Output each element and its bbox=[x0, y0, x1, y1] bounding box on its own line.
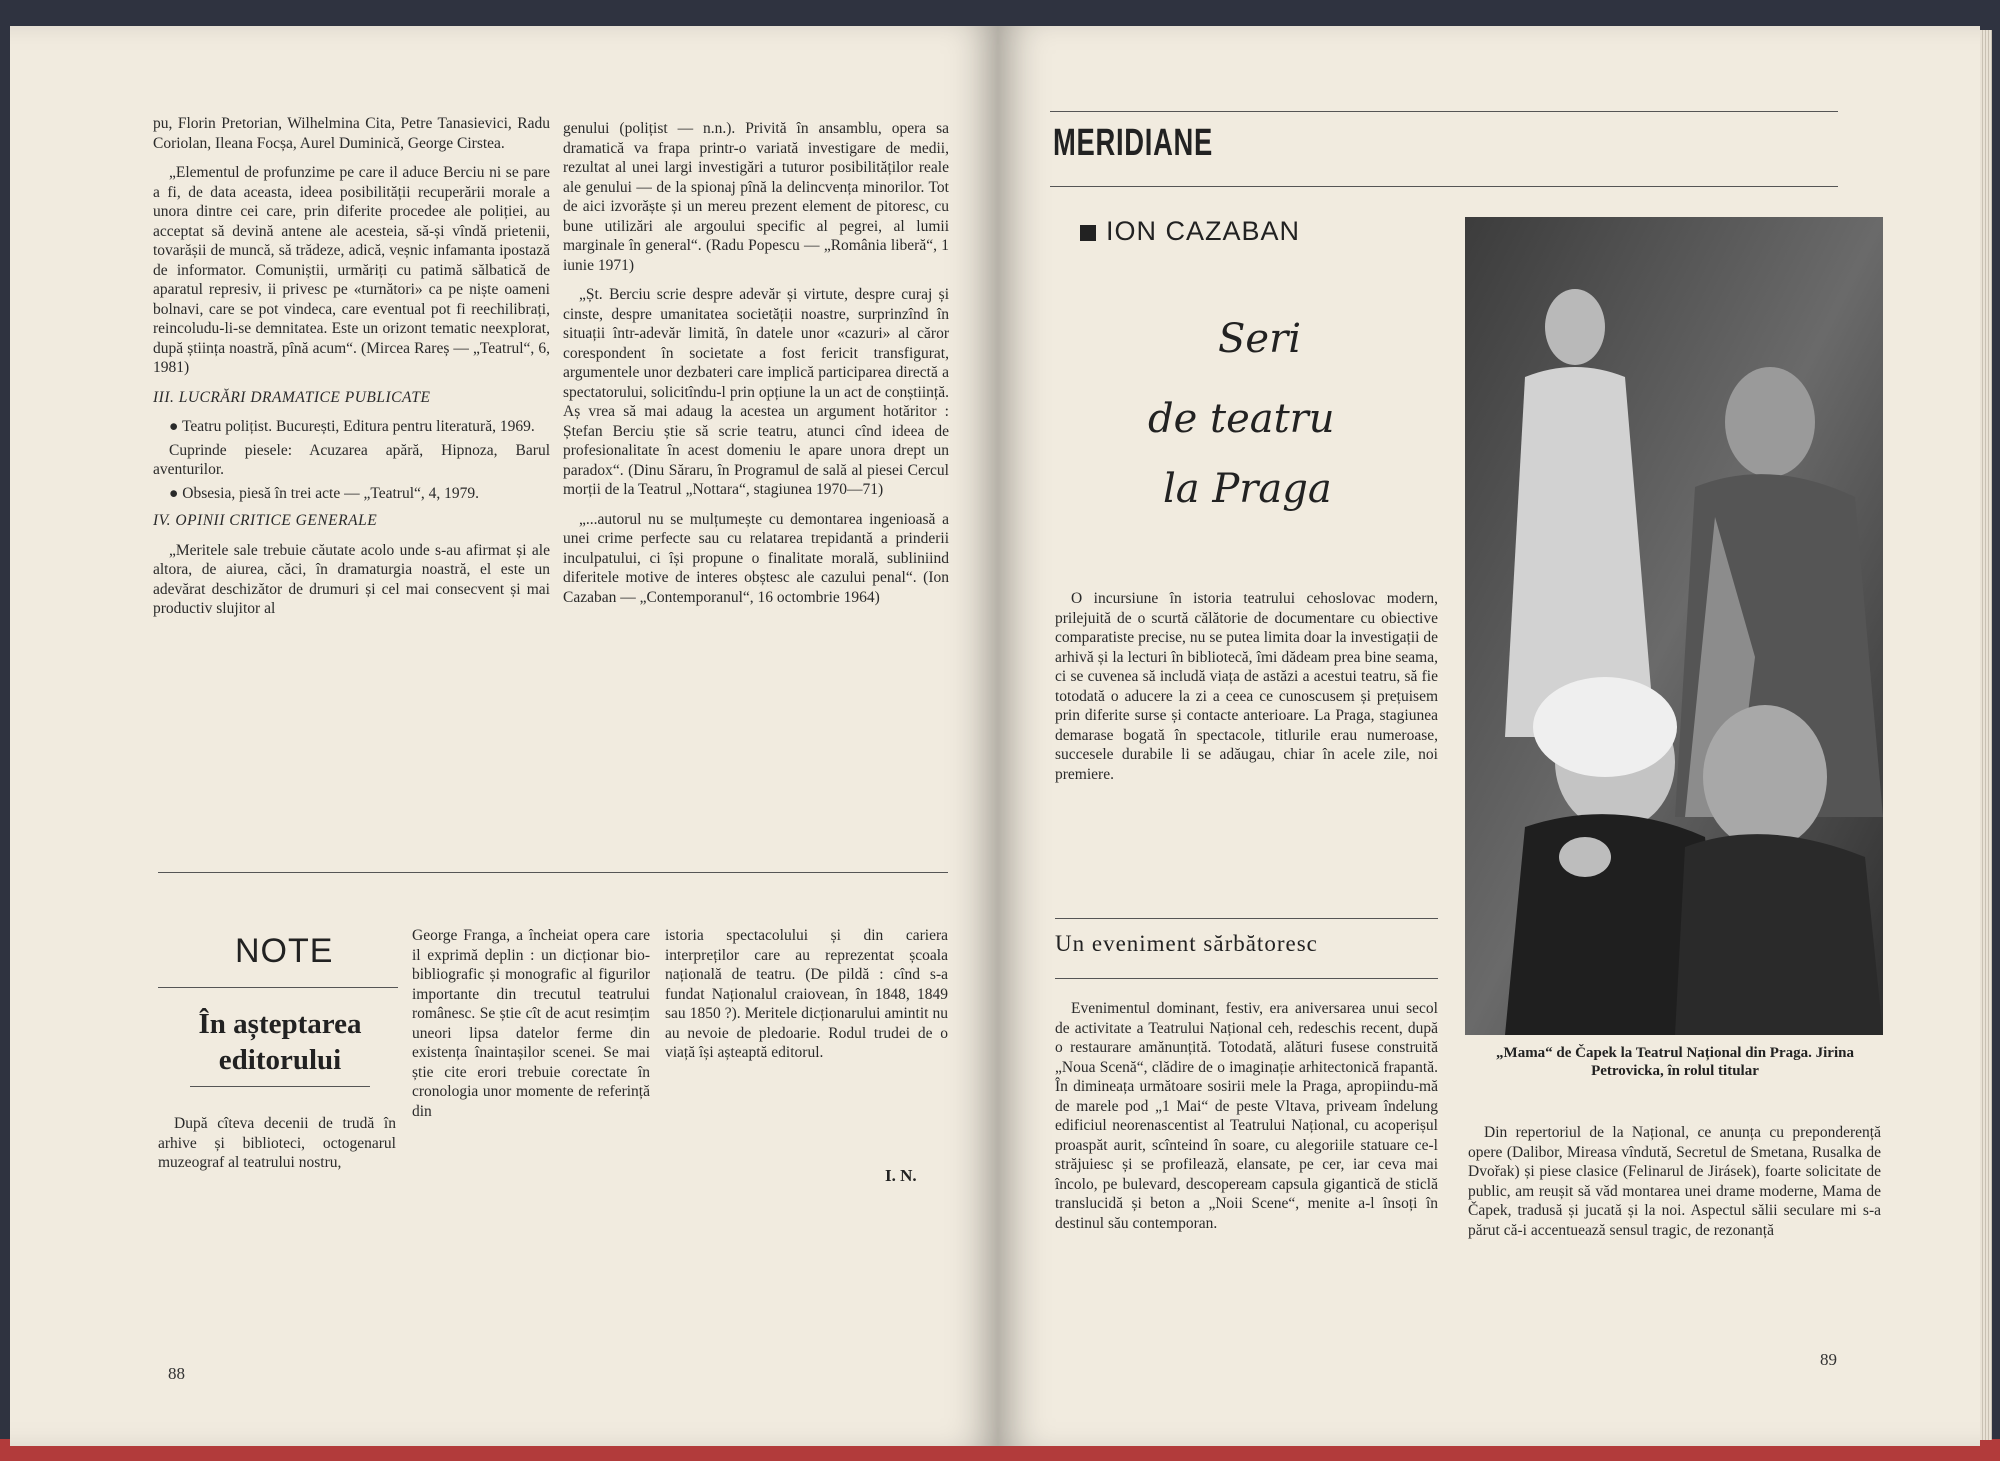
article-body-1: Evenimentul dominant, festiv, era aniversarea unui secol de activitate a Teatrului Național ceh, redeschis recent, după o restaurare amănunțită. Totodată, alături fusese construită „Noua Scenă“, clădire de o imaginație arhitectonică frapantă. În dimineața următoare sosirii mele la Praga, apropiindu-mă de marele pod „1 Mai“ de peste Vltava, priveam îndelung edificiul neorenascentist al Teatrului Național, cu acoperișul proaspăt aurit, scînteind în soare, cu alegoriile statuare ce-l străjuiesc și se profilează, elansate, pe cer, iar ceva mai încolo, pe bulevard, descopeream capsula gigantică de sticlă translucidă și beton a „Noii Scene“, menite a-l însoți în destinul său contemporan. bbox=[1055, 1000, 1438, 1232]
note-column-1 bbox=[158, 1114, 396, 1183]
note-subtitle-rule bbox=[190, 1086, 370, 1087]
work-item-1: ● Teatru polițist. București, Editura pentru literatură, 1969. bbox=[169, 418, 535, 435]
cast-list: pu, Florin Pretorian, Wilhelmina Cita, Petre Tanasievici, Radu Coriolan, Ileana Focșa, Aurel Duminică, George Cirstea. bbox=[153, 115, 550, 152]
section-4-title: IV. OPINII CRITICE GENERALE bbox=[153, 512, 378, 529]
work-item-2: ● Obsesia, piesă în trei acte — „Teatrul“, 4, 1979. bbox=[169, 484, 480, 502]
section-3-title: III. LUCRĂRI DRAMATICE PUBLICATE bbox=[153, 388, 431, 406]
note-heading: NOTE bbox=[235, 932, 334, 970]
opinion-sararu: „Șt. Berciu scrie despre adevăr și virtute, despre curaj și cinste, despre umanitatea societății noastre, surprinzînd în situații într-adevăr limită, în datele unor «cazuri» al căror corespondent în societate a fost fericit transfigurat, argumentele unor dezbateri care implică participarea directă a spectatorului, solicitîndu-l prin opțiune la un act de conștiință. Aș vrea să mai adaug la acestea un argument hotăritor : Ștefan Berciu știe să scrie teatru, atunci cînd ideea de profesionalitate în acest domeniu le apare unora drept un paradox“. (Dinu Săraru, în Programul de sală al piesei Cercul morții de la Teatrul „Nottara“, stagiunea 1970—71) bbox=[563, 286, 949, 498]
note-top-rule bbox=[158, 872, 948, 873]
square-bullet-icon bbox=[1080, 225, 1096, 241]
opinion-start: „Meritele sale trebuie căutate acolo unde s-au afirmat și ale altora, de aiurea, căci, în dramaturgia noastră, el este un adevărat deschizător de drumuri și cel mai consecvent și mai productiv slujitor al bbox=[153, 541, 550, 617]
left-column-2 bbox=[563, 119, 949, 617]
note-text-3: istoria spectacolului și din cariera interpreților care au reprezentat școala națională de teatru. (De pildă : cînd s-a fundat Naționalul craiovean, în 1848, 1849 sau 1850 ?). Meritele dicționarului amintit nu au nevoie de pledoarie. Rodul trudei de o viață își așteaptă editorul. bbox=[665, 927, 948, 1061]
note-subtitle: În așteptarea editorului bbox=[198, 1008, 362, 1076]
meridiane-bottom-rule bbox=[1050, 186, 1838, 187]
article-title-line-1: Seri bbox=[1218, 316, 1301, 362]
article-title-line-2: de teatru bbox=[1148, 396, 1335, 442]
note-text-1: După cîteva decenii de trudă în arhive și biblioteci, octogenarul muzeograf al teatrului nostru, bbox=[158, 1115, 396, 1171]
left-column-1 bbox=[153, 114, 550, 629]
article-intro bbox=[1055, 589, 1438, 794]
work-item-1-contents: Cuprinde piesele: Acuzarea apără, Hipnoza, Barul aventurilor. bbox=[153, 441, 550, 478]
subhead-top-rule bbox=[1055, 918, 1438, 919]
work-item-2-text: Obsesia, piesă în trei acte — „Teatrul“, 4, 1979. bbox=[182, 484, 480, 502]
article-title-line-3: la Praga bbox=[1163, 466, 1332, 512]
author-line bbox=[1080, 216, 1300, 247]
left-page bbox=[10, 26, 998, 1446]
subhead-bottom-rule bbox=[1055, 978, 1438, 979]
note-title-rule bbox=[158, 987, 398, 988]
article-column-2 bbox=[1468, 1123, 1881, 1250]
theatre-photo bbox=[1465, 217, 1883, 1035]
intro-text: O incursiune în istoria teatrului cehoslovac modern, prilejuită de o scurtă călătorie de documentare cu obiective comparatiste precise, nu se putea limita doar la investigații de arhivă și la lecturi în bibliotecă, îmi dădeam prea bine seama, ci se cuvenea să includă viața de astăzi a acestui teatru, să fie totodată o aducere la zi a ceea ce cunoscusem și prețuisem prin diferite surse și contacte anterioare. La Praga, stagiunea demarase bogată în spectacole, titlurile erau numeroase, succesele durabile li se adăugau, chiar în acele zile, noi premiere. bbox=[1055, 590, 1438, 783]
page-number-left: 88 bbox=[168, 1364, 185, 1383]
right-page bbox=[998, 26, 1980, 1446]
section-heading: MERIDIANE bbox=[1053, 122, 1214, 164]
article-body-2: Din repertoriul de la Național, ce anunța cu preponderență opere (Dalibor, Mireasa vîndută, Secretul de Smetana, Rusalka de Dvořak) și piese clasice (Felinarul de Jirásek), foarte solicitate de public, am reușit să văd montarea unei drame moderne, Mama de Čapek, tradusă și jucată și la noi. Aspectul sălii seculare mi s-a părut că-i accentuează sensul tragic, de rezonanță bbox=[1468, 1124, 1881, 1239]
meridiane-top-rule bbox=[1050, 111, 1838, 112]
work-item-1-text: Teatru polițist. București, Editura pentru literatură, 1969. bbox=[181, 418, 535, 435]
note-text-2: George Franga, a încheiat opera care il exprimă deplin : un dicționar bio-bibliografic și monografic al figurilor importante din trecutul teatrului românesc. Se știe cît de acut resimțim uneori lipsa datelor ferme din existența înaintașilor scenei. Se mai știe cite erori trebuie corectate în cronologia unor momente de referință din bbox=[412, 927, 650, 1120]
article-column-1 bbox=[1055, 999, 1438, 1243]
photo-scene bbox=[1465, 217, 1883, 1035]
page-number-right: 89 bbox=[1820, 1350, 1837, 1369]
article-subhead: Un eveniment sărbătoresc bbox=[1055, 931, 1318, 956]
author-name: ION CAZABAN bbox=[1106, 216, 1301, 246]
opinion-popescu: genului (polițist — n.n.). Privită în ansamblu, opera sa dramatică va frapa printr-o variată investigare de medii, rezultat al unei largi investigări a tuturor posibilităților reale ale genului — de la spionaj pînă la delincvența minorilor. Tot de aici izvorăște și un mereu prezent element de pitoresc, cu bune utilizări ale argoului specific al pegrei, al lumii marginale în general“. (Radu Popescu — „România liberă“, 1 iunie 1971) bbox=[563, 120, 949, 274]
note-signature: I. N. bbox=[885, 1166, 917, 1185]
photo-caption: „Mama“ de Čapek la Teatrul Național din Praga. Jirina Petrovicka, în rolul titular bbox=[1496, 1045, 1854, 1079]
quote-rares: „Elementul de profunzime pe care il aduce Berciu ni se pare a fi, de data aceasta, ideea posibilității recuperării morale a unora dintre cei care, prin diferite procedee ale poliției, au acceptat să devină antene ale acesteia, să-și vîndă prietenii, tovarășii de muncă, să trădeze, adică, veșnic infamanta ipostază de informator. Comuniștii, urmăriți cu patimă sălbatică de aparatul represiv, ii privesc pe «turnători» ca pe niște oameni bolnavi, care se pot vindeca, care eventual pot fi reechilibrați, reincoludu-li-se demnitatea. Este un orizont tematic neexplorat, după știința noastră, pînă acum“. (Mircea Rareș — „Teatrul“, 6, 1981) bbox=[153, 164, 550, 376]
opinion-cazaban: „...autorul nu se mulțumește cu demontarea ingenioasă a unei crime perfecte sau cu relatarea trepidantă a prinderii inculpatului, ci își propune o finalitate morală, subliniind diferitele motive de interes obștesc ale cazului penal“. (Ion Cazaban — „Contemporanul“, 16 octombrie 1964) bbox=[563, 510, 949, 606]
note-column-3 bbox=[665, 926, 948, 1073]
note-column-2 bbox=[412, 926, 650, 1131]
